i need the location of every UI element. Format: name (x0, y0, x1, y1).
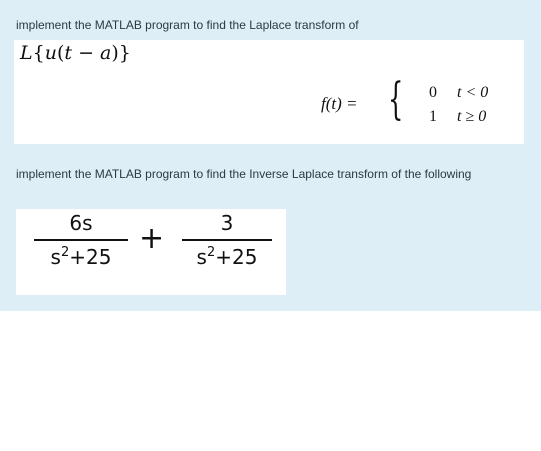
piecewise-row-1-value: 0 (429, 84, 437, 101)
question-1-text: implement the MATLAB program to find the Laplace transform of (16, 18, 359, 32)
step-function-u: u (44, 42, 57, 64)
variable-a: a (100, 42, 112, 64)
fraction-2-den-base: s (196, 245, 207, 269)
piecewise-row-1 (429, 84, 488, 102)
piecewise-brace: { (388, 74, 404, 125)
fraction-1 (34, 211, 128, 269)
fraction-2-numerator: 3 (220, 211, 234, 235)
fraction-1-bar (34, 239, 128, 241)
open-brace: { (32, 42, 45, 64)
fraction-1-numerator: 6s (69, 211, 93, 235)
fraction-1-denominator (34, 245, 128, 269)
plus-sign: + (139, 221, 165, 256)
fraction-2-denominator (182, 245, 272, 269)
laplace-operator: L (20, 42, 33, 64)
piecewise-row-2 (429, 108, 486, 126)
piecewise-lhs: f(t) = (321, 94, 358, 113)
laplace-equation-box (14, 40, 524, 144)
fraction-2-den-exp: 2 (206, 245, 216, 260)
piecewise-row-1-condition: t < 0 (457, 84, 489, 101)
piecewise-row-2-value: 1 (429, 108, 437, 125)
variable-t: t (64, 42, 73, 64)
fraction-1-den-rest: +25 (69, 245, 112, 269)
piecewise-definition (321, 74, 521, 140)
close-paren-brace: )} (111, 42, 131, 64)
minus-sign: − (72, 42, 101, 64)
fraction-2 (182, 211, 272, 269)
piecewise-row-2-condition: t ≥ 0 (457, 108, 487, 125)
open-paren: ( (56, 42, 65, 64)
question-2-text: implement the MATLAB program to find the Inverse Laplace transform of the following (16, 167, 472, 181)
laplace-expression (20, 42, 131, 64)
fraction-2-bar (182, 239, 272, 241)
fraction-1-den-exp: 2 (60, 245, 70, 260)
inverse-laplace-expression-box (16, 209, 286, 295)
fraction-1-den-base: s (50, 245, 61, 269)
fraction-2-den-rest: +25 (215, 245, 258, 269)
